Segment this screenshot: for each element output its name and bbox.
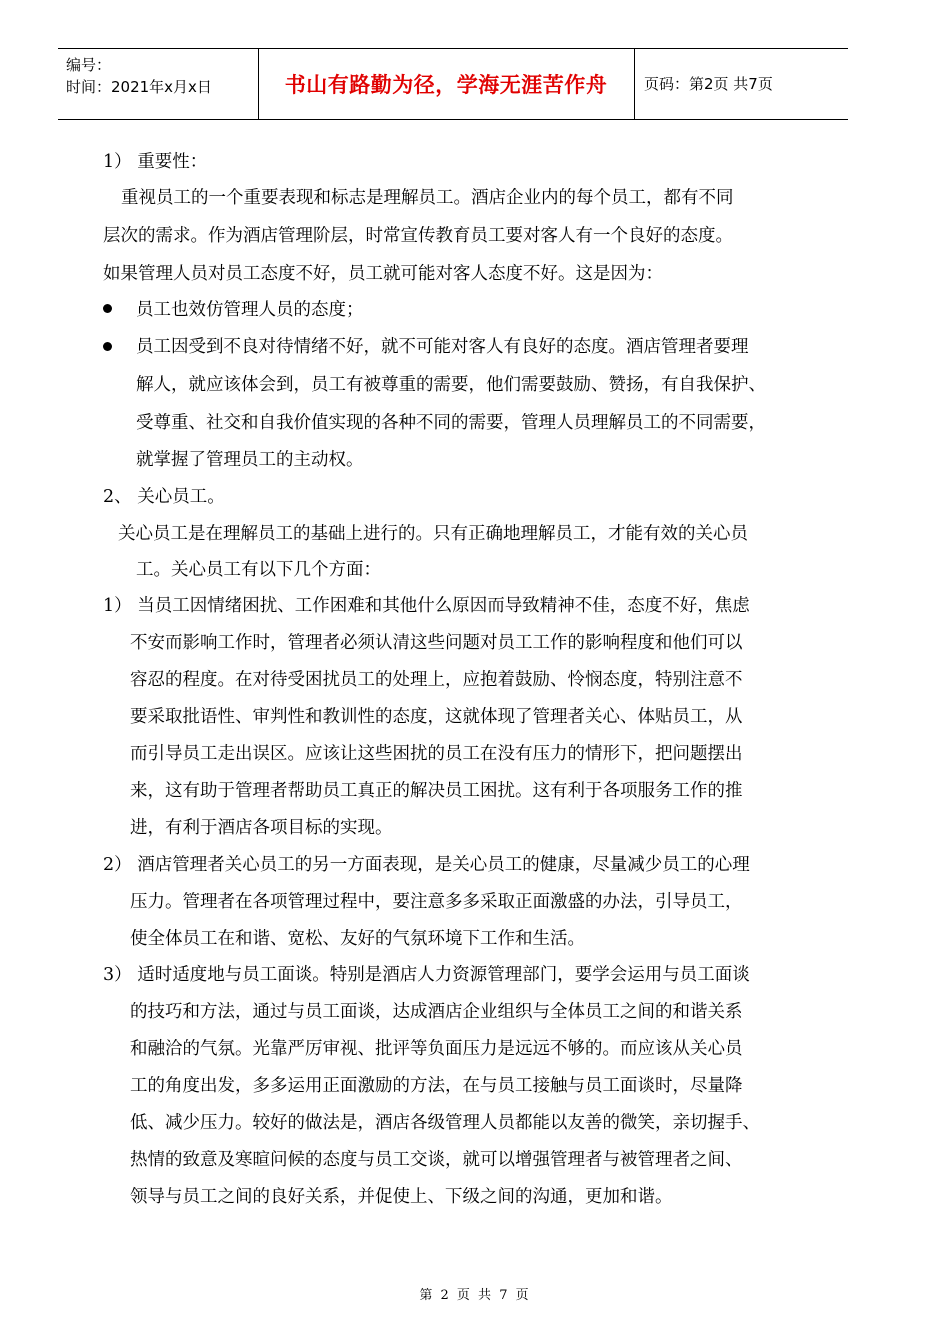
number-label: 编号： bbox=[66, 56, 112, 74]
numbered-item-continued: 使全体员工在和谐、宽松、友好的气氛环境下工作和生活。 bbox=[130, 929, 585, 949]
paragraph-line: 工。关心员工有以下几个方面： bbox=[136, 560, 381, 580]
paragraph-line: 如果管理人员对员工态度不好，员工就可能对客人态度不好。这是因为： bbox=[103, 264, 663, 284]
numbered-item-continued: 压力。管理者在各项管理过程中，要注意多多采取正面激盛的办法，引导员工， bbox=[130, 892, 743, 912]
bullet-icon bbox=[103, 342, 112, 351]
numbered-item-continued: 领导与员工之间的良好关系，并促使上、下级之间的沟通，更加和谐。 bbox=[130, 1187, 673, 1207]
numbered-item-continued: 进，有利于酒店各项目标的实现。 bbox=[130, 818, 393, 838]
numbered-item-continued: 工的角度出发，多多运用正面激励的方法，在与员工接触与员工面谈时，尽量降 bbox=[130, 1076, 743, 1096]
page-indicator: 页码：第2页 共7页 bbox=[644, 75, 773, 93]
numbered-item-continued: 的技巧和方法，通过与员工面谈，达成酒店企业组织与全体员工之间的和谐关系 bbox=[130, 1002, 743, 1022]
paragraph-line: 重视员工的一个重要表现和标志是理解员工。酒店企业内的每个员工，都有不同 bbox=[121, 188, 734, 208]
bullet-icon bbox=[103, 304, 112, 313]
header-divider bbox=[634, 49, 635, 119]
numbered-item-continued: 要采取批语性、审判性和教训性的态度，这就体现了管理者关心、体贴员工，从 bbox=[130, 707, 743, 727]
numbered-item: 3） 适时适度地与员工面谈。特别是酒店人力资源管理部门，要学会运用与员工面谈 bbox=[103, 965, 750, 985]
numbered-item-continued: 和融洽的气氛。光靠严厉审视、批评等负面压力是远远不够的。而应该从关心员 bbox=[130, 1039, 743, 1059]
numbered-item-continued: 低、减少压力。较好的做法是，酒店各级管理人员都能以友善的微笑，亲切握手、 bbox=[130, 1113, 760, 1133]
numbered-item-continued: 热情的致意及寒暄问候的态度与员工交谈，就可以增强管理者与被管理者之间、 bbox=[130, 1150, 743, 1170]
numbered-item-continued: 来，这有助于管理者帮助员工真正的解决员工困扰。这有利于各项服务工作的推 bbox=[130, 781, 743, 801]
time-label: 时间：2021年x月x日 bbox=[66, 78, 212, 96]
numbered-item-continued: 而引导员工走出误区。应该让这些困扰的员工在没有压力的情形下，把问题摆出 bbox=[130, 744, 743, 764]
bullet-item-continued: 受尊重、社交和自我价值实现的各种不同的需要，管理人员理解员工的不同需要， bbox=[136, 413, 766, 433]
bullet-item-continued: 解人，就应该体会到，员工有被尊重的需要，他们需要鼓励、赞扬，有自我保护、 bbox=[136, 375, 766, 395]
paragraph-line: 层次的需求。作为酒店管理阶层，时常宣传教育员工要对客人有一个良好的态度。 bbox=[103, 226, 733, 246]
bullet-item: 员工也效仿管理人员的态度； bbox=[136, 300, 364, 320]
numbered-item-continued: 容忍的程度。在对待受困扰员工的处理上，应抱着鼓励、怜悯态度，特别注意不 bbox=[130, 670, 743, 690]
header-meta bbox=[66, 54, 212, 98]
section-heading: 1） 重要性： bbox=[103, 152, 208, 172]
page-footer: 第 2 页 共 7 页 bbox=[419, 1288, 531, 1303]
bullet-item: 员工因受到不良对待情绪不好，就不可能对客人有良好的态度。酒店管理者要理 bbox=[136, 337, 749, 357]
header-motto: 书山有路勤为径，学海无涯苦作舟 bbox=[284, 73, 608, 97]
paragraph-line: 关心员工是在理解员工的基础上进行的。只有正确地理解员工，才能有效的关心员 bbox=[118, 524, 748, 544]
bullet-item-continued: 就掌握了管理员工的主动权。 bbox=[136, 450, 364, 470]
numbered-item-continued: 不安而影响工作时，管理者必须认清这些问题对员工工作的影响程度和他们可以 bbox=[130, 633, 743, 653]
section-heading: 2、 关心员工。 bbox=[103, 487, 225, 507]
numbered-item: 2） 酒店管理者关心员工的另一方面表现，是关心员工的健康，尽量减少员工的心理 bbox=[103, 855, 750, 875]
numbered-item: 1） 当员工因情绪困扰、工作困难和其他什么原因而导致精神不佳，态度不好，焦虑 bbox=[103, 596, 750, 616]
page-header bbox=[58, 48, 848, 120]
